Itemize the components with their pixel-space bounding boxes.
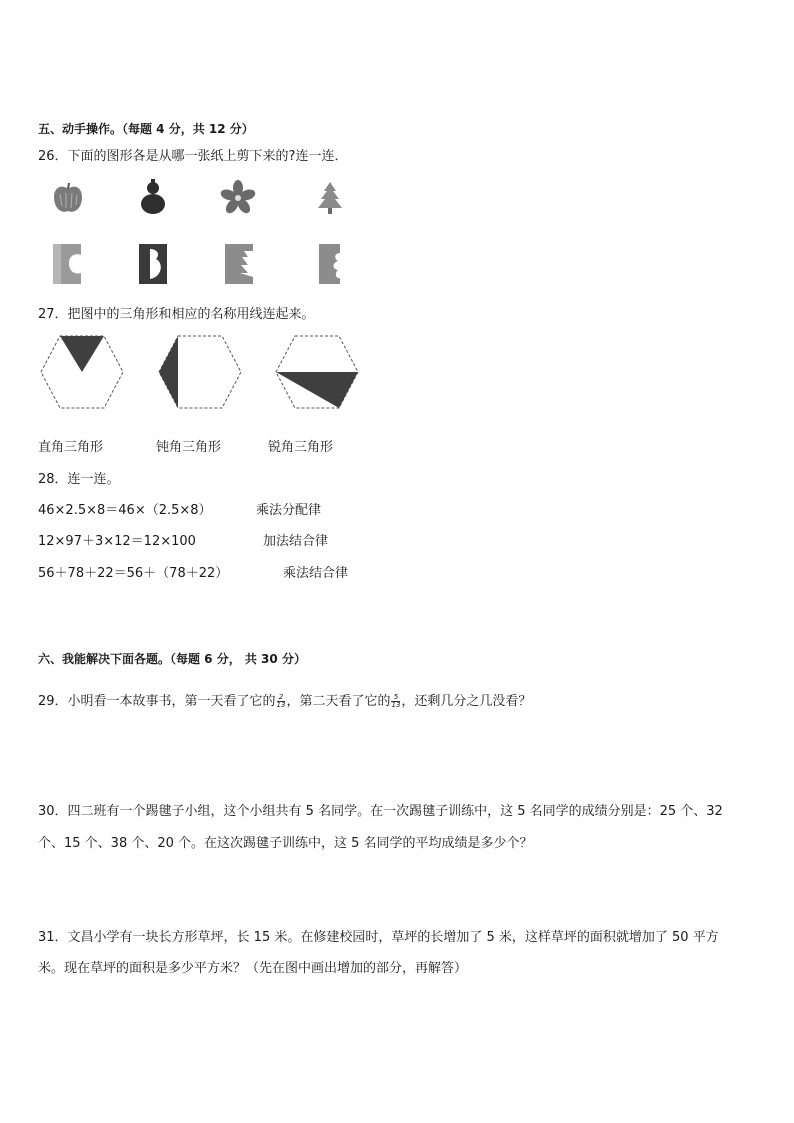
fraction-2-13: $\frac{2}{13}$ xyxy=(276,693,286,709)
fraction-5-13: $\frac{5}{13}$ xyxy=(391,693,401,709)
question-30-line-1: 30．四二班有一个踢毽子小组，这个小组共有 5 名同学。在一次踢毽子训练中，这 5 名同学的成绩分别是：25 个、32 xyxy=(38,804,723,819)
equation-1[interactable]: 46×2.5×8＝46×（2.5×8） xyxy=(38,503,212,518)
question-29-text xyxy=(38,690,531,709)
label-acute-triangle[interactable]: 锐角三角形 xyxy=(268,440,334,455)
question-28-text: 28．连一连。 xyxy=(38,472,120,487)
paper-flower-edge-icon[interactable] xyxy=(318,243,348,285)
hexagon-right-triangle[interactable] xyxy=(38,333,126,411)
question-27-text: 27．把图中的三角形和相应的名称用线连起来。 xyxy=(38,307,315,322)
label-right-triangle[interactable]: 直角三角形 xyxy=(38,440,104,455)
q29-part3: ，还剩几分之几没看？ xyxy=(401,694,532,709)
equation-2[interactable]: 12×97＋3×12＝12×100 xyxy=(38,534,196,549)
question-26-text: 26．下面的图形各是从哪一张纸上剪下来的?连一连． xyxy=(38,149,348,164)
law-addition-associative[interactable]: 加法结合律 xyxy=(263,534,329,549)
hexagon-acute-triangle[interactable] xyxy=(273,333,361,411)
law-multiplication-associative[interactable]: 乘法结合律 xyxy=(283,566,349,581)
question-31-line-2: 米。现在草坪的面积是多少平方米？（先在图中画出增加的部分，再解答） xyxy=(38,961,468,976)
q29-part2: ，第二天看了它的 xyxy=(286,694,391,709)
section-5-heading: 五、动手操作。（每题 4 分，共 12 分） xyxy=(38,122,254,136)
flower-icon xyxy=(220,180,256,216)
label-obtuse-triangle[interactable]: 钝角三角形 xyxy=(156,440,222,455)
paper-tree-edge-icon[interactable] xyxy=(224,243,254,285)
apple-icon xyxy=(50,180,86,216)
paper-gourd-hole-icon[interactable] xyxy=(138,243,168,285)
question-30-line-2: 个、15 个、38 个、20 个。在这次踢毽子训练中，这 5 名同学的平均成绩是多少个？ xyxy=(38,836,533,851)
question-31-line-1: 31．文昌小学有一块长方形草坪，长 15 米。在修建校园时，草坪的长增加了 5 米，这样草坪的面积就增加了 50 平方 xyxy=(38,930,719,945)
section-6-heading: 六、我能解决下面各题。（每题 6 分， 共 30 分） xyxy=(38,652,306,666)
hexagon-obtuse-triangle[interactable] xyxy=(156,333,244,411)
law-multiplication-distributive[interactable]: 乘法分配律 xyxy=(256,503,322,518)
paper-apple-hole-icon[interactable] xyxy=(52,243,82,285)
gourd-icon xyxy=(135,178,171,216)
tree-icon xyxy=(312,180,348,216)
equation-3[interactable]: 56＋78＋22＝56＋（78＋22） xyxy=(38,566,229,581)
q29-part1: 29．小明看一本故事书，第一天看了它的 xyxy=(38,694,276,709)
